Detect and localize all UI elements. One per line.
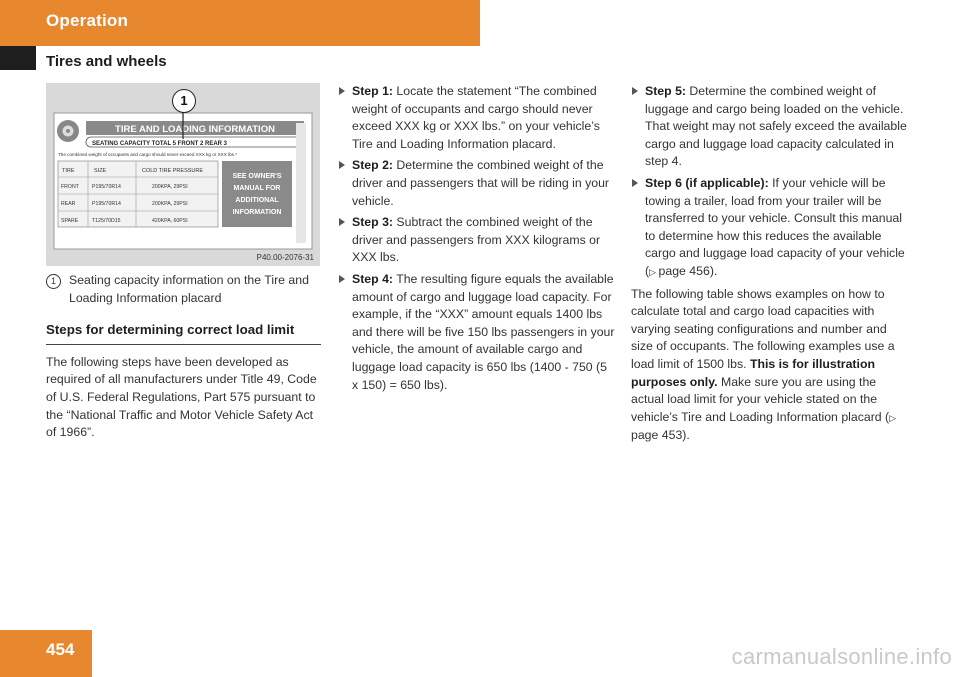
step-label: Step 1: [352,84,393,98]
owner-note-line: MANUAL FOR [233,185,281,192]
page-number: 454 [46,640,75,659]
step-label: Step 3: [352,215,393,230]
page-ref-triangle-icon: ▷ [649,266,659,277]
table-cell: REAR [61,201,76,207]
caption-number: 1 [46,274,61,289]
placard-title: TIRE AND LOADING INFORMATION [115,124,275,135]
section-title: Tires and wheels [46,53,167,70]
step-1 [338,83,616,153]
step-label: Step 6 (if applicable): [645,175,769,190]
step-text: Determine the combined weight of the driver and passengers that will be riding in your vehicle. [352,158,610,208]
step-text: Subtract the combined weight of the driver and passengers from XXX kilograms or XXX lbs. [352,215,601,265]
page-ref-triangle-icon: ▷ [889,412,897,423]
wheel-icon [57,120,79,142]
table-header-tire: TIRE [62,168,75,174]
arrow-right-icon [631,175,645,192]
closing-text: Make sure you are using the actual load limit for your vehicle stated on the vehicle’s Tire and Loading Information placard ( [631,374,890,424]
column-1 [46,272,321,451]
step-4 [338,271,616,394]
closing-bold-note: This is for illustration purposes only. [631,356,875,389]
owner-note-line: INFORMATION [232,209,282,216]
owner-note-line: ADDITIONAL [235,197,279,204]
subheading: Steps for determining correct load limit [46,321,321,345]
table-cell: 200KPA, 29PSI [152,184,188,190]
step-5 [631,83,911,171]
closing-text-end: ). [682,428,690,443]
figure-code: P40.00-2076-31 [256,253,314,262]
arrow-right-icon [338,83,352,100]
closing-text: The following table shows examples on how to calculate total and cargo load capacities with varying seating configurations and number and size of occupants. The following examples use a load limit of 1500 lbs. [631,286,895,371]
arrow-right-icon [338,214,352,231]
closing-paragraph [631,286,911,445]
table-cell: FRONT [61,184,79,190]
table-cell: 420KPA, 60PSI [152,218,188,224]
step-2 [338,157,616,210]
page-reference-link[interactable]: page 456 [658,263,710,278]
table-cell: SPARE [61,218,79,224]
watermark: carmanualsonline.info [731,644,952,669]
figure-caption [46,272,321,307]
step-label: Step 5: [645,84,686,98]
chapter-title: Operation [46,11,129,30]
step-text: Determine the combined weight of luggage and cargo being loaded on the vehicle. That weight may not safely exceed the available cargo and luggage load capacity calculated in step 4. [645,84,907,169]
owner-note-line: SEE OWNER'S [232,173,282,180]
table-cell: T125/70D15 [92,218,121,224]
step-label: Step 2: [352,158,393,173]
page-reference-link[interactable]: page 453 [631,428,683,443]
table-header-size: SIZE [94,168,107,174]
table-cell: 200KPA, 29PSI [152,201,188,207]
callout-number: 1 [172,89,196,113]
step-3 [338,214,616,267]
column-2 [338,83,616,398]
step-text: If your vehicle will be towing a trailer, load from your trailer will be transferred to your vehicle. Consult this manual to determine how this reduces the available cargo and luggage load capacity of your vehicle ( [645,175,905,278]
table-cell: P195/70R14 [92,201,121,207]
column-3 [631,83,911,454]
step-6 [631,175,911,282]
seating-capacity-row: SEATING CAPACITY TOTAL 5 FRONT 2 REAR 3 [92,141,228,147]
intro-paragraph: The following steps have been developed as required of all manufacturers under Title 49, Code of U.S. Federal Regulations, Part 575 pursuant to the “National Traffic and Motor Vehicle Safety Act of 1966”. [46,354,317,440]
placard-statement: The combined weight of occupants and cargo should never exceed XXX kg or XXX lbs.* [58,152,238,157]
step-text-end: ). [709,263,718,278]
arrow-right-icon [338,157,352,174]
caption-text: Seating capacity information on the Tire and Loading Information placard [69,273,309,305]
step-text: Locate the statement “The combined weight of occupants and cargo should never exceed XXX kg or XXX lbs.” on your vehicle’s Tire and Loading Information placard. [352,84,600,151]
tire-placard-figure [46,83,320,266]
step-label: Step 4: [352,271,393,286]
step-text: The resulting figure equals the available amount of cargo and luggage load capacity. For example, if the “XXX” amount equals 1400 lbs and there will be five 150 lbs passengers in your vehicle, the amount of available cargo and luggage load capacity is 650 lbs (1400 - 750 (5 x 150) = 650 lbs). [352,271,615,392]
arrow-right-icon [631,83,645,100]
table-cell: P195/70R14 [92,184,121,190]
table-header-pressure: COLD TIRE PRESSURE [142,168,204,174]
arrow-right-icon [338,271,352,288]
section-tab-marker [0,46,36,70]
